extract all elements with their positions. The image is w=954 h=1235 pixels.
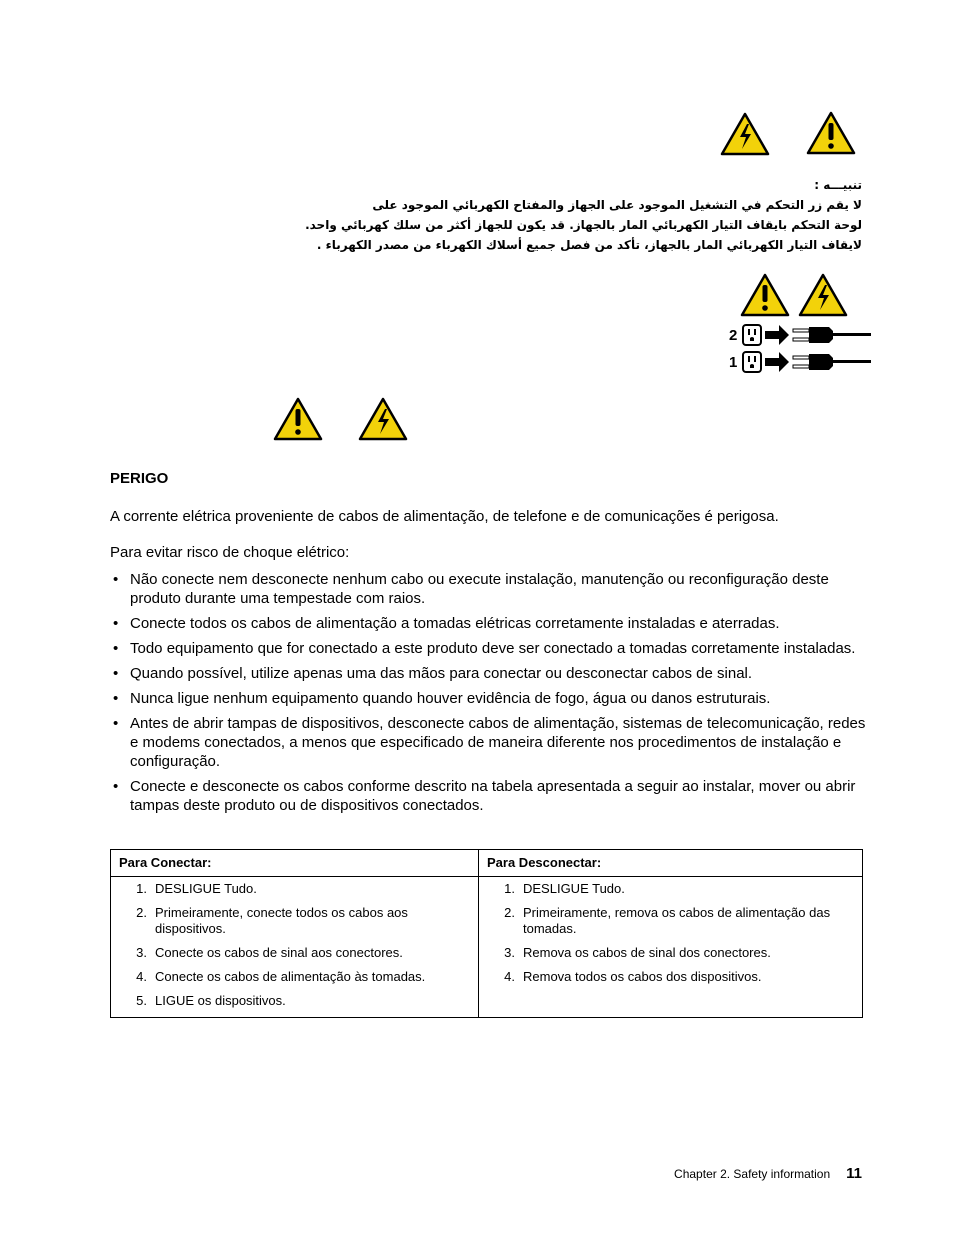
electrical-hazard-icon — [358, 397, 408, 441]
list-item: • Todo equipamento que for conectado a este produto deve ser conectado a tomadas corretamente instaladas. — [110, 639, 866, 658]
list-item: • Quando possível, utilize apenas uma das mãos para conectar ou desconectar cabos de sinal. — [110, 664, 866, 683]
intro-paragraph: A corrente elétrica proveniente de cabos de alimentação, de telefone e de comunicações é perigosa. — [110, 508, 779, 525]
list-item: • Conecte e desconecte os cabos conforme descrito na tabela apresentada a seguir ao instalar, mover ou abrir tampas deste produto ou de dispositivos conectados. — [110, 777, 866, 815]
outlet-arrow-plug-icon — [741, 350, 873, 374]
connect-header: Para Conectar: — [111, 850, 479, 877]
table-row: 5. LIGUE os dispositivos. — [136, 993, 286, 1008]
table-row: 4. Conecte os cabos de alimentação às tomadas. — [136, 969, 426, 984]
caution-icon — [273, 397, 323, 441]
list-item: • Nunca ligue nenhum equipamento quando houver evidência de fogo, água ou danos estruturais. — [110, 689, 866, 708]
connect-steps-cell — [111, 877, 479, 1018]
table-row: 3. Remova os cabos de sinal dos conectores. — [504, 945, 771, 960]
cord-number: 1 — [729, 353, 738, 371]
power-cord-row — [729, 323, 873, 347]
arabic-caution-line: لايقاف التيار الكهربائي المار بالجهاز، تأكد من فصل جميع أسلاك الكهرباء من مصدر الكهرباء . — [316, 238, 862, 252]
disconnect-header: Para Desconectar: — [479, 850, 863, 877]
caution-icon — [740, 273, 790, 317]
table-row: 2. Primeiramente, remova os cabos de alimentação das tomadas. — [504, 905, 831, 936]
caution-icon — [806, 111, 856, 155]
outlet-arrow-plug-icon — [741, 323, 873, 347]
connect-disconnect-table — [110, 849, 863, 1018]
power-cord-row — [729, 350, 873, 374]
electrical-hazard-icon — [720, 112, 770, 156]
lead-paragraph: Para evitar risco de choque elétrico: — [110, 544, 350, 561]
safety-bullet-list — [110, 570, 866, 821]
arabic-caution-heading: تنبيـــه : — [814, 178, 862, 192]
list-item: • Não conecte nem desconecte nenhum cabo ou execute instalação, manutenção ou reconfiguração deste produto durante uma tempestade com raios. — [110, 570, 866, 608]
table-row: 3. Conecte os cabos de sinal aos conectores. — [136, 945, 403, 960]
disconnect-steps-cell — [479, 877, 863, 1018]
arabic-caution-line: لوحة التحكم بايقاف التيار الكهربائي المار بالجهاز. قد يكون للجهاز أكثر من سلك كهربائي واحد. — [305, 218, 862, 232]
electrical-hazard-icon — [798, 273, 848, 317]
page-number: 11 — [846, 1165, 862, 1182]
list-item: • Conecte todos os cabos de alimentação a tomadas elétricas corretamente instaladas e aterradas. — [110, 614, 866, 633]
cord-number: 2 — [729, 326, 738, 344]
list-item: • Antes de abrir tampas de dispositivos, desconecte cabos de alimentação, sistemas de telecomunicação, redes e modems conectados, a menos que especificado de maneira diferente nos procedimentos de instalação e configuração. — [110, 714, 866, 771]
table-row: 1. DESLIGUE Tudo. — [504, 881, 625, 896]
chapter-label: Chapter 2. Safety information — [674, 1167, 831, 1181]
table-row: 4. Remova todos os cabos dos dispositivos. — [504, 969, 762, 984]
table-row: 2. Primeiramente, conecte todos os cabos aos dispositivos. — [136, 905, 408, 936]
table-row: 1. DESLIGUE Tudo. — [136, 881, 257, 896]
page-footer — [674, 1165, 862, 1182]
danger-heading: PERIGO — [110, 470, 169, 487]
arabic-caution-line: لا يقم زر التحكم في التشغيل الموجود على الجهاز والمفتاح الكهربائي الموجود على — [372, 198, 862, 212]
